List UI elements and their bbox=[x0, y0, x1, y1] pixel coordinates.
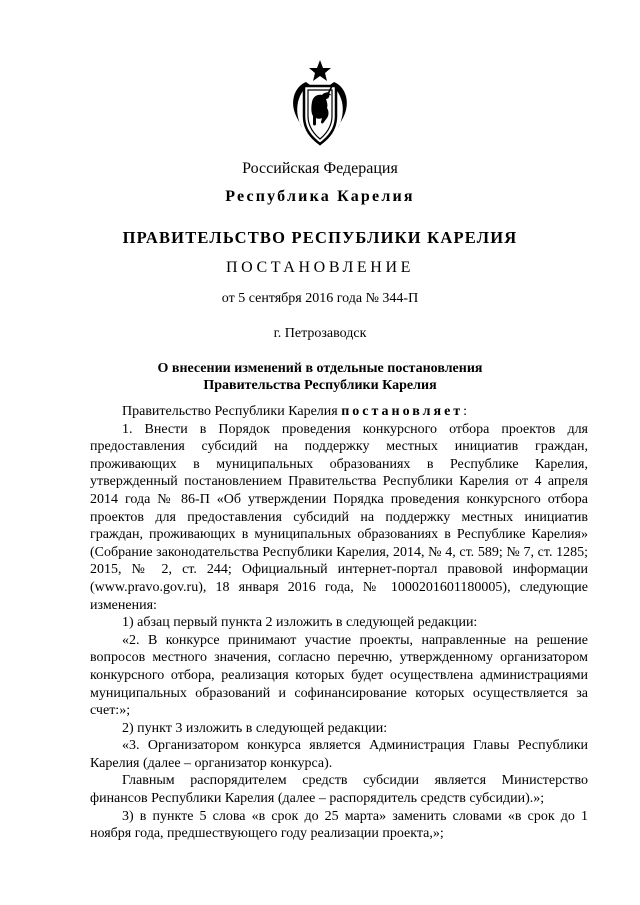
republic-name: Республика Карелия bbox=[225, 188, 415, 205]
paragraph-2: 1) абзац первый пункта 2 изложить в следующей редакции: bbox=[122, 615, 478, 631]
decree-subject bbox=[0, 360, 640, 394]
paragraph-5: «3. Организатором конкурса является Администрация Главы Республики Карелия (далее – организатор конкурса). bbox=[90, 738, 588, 771]
preamble-start: Правительство Республики Карелия bbox=[122, 404, 342, 419]
paragraph-4: 2) пункт 3 изложить в следующей редакции: bbox=[122, 720, 388, 736]
paragraph-6: Главным распорядителем средств субсидии является Министерство финансов Республики Карелия (далее – распорядитель средств субсидии).»; bbox=[90, 773, 588, 807]
decree-date-number: от 5 сентября 2016 года № 344-П bbox=[221, 291, 419, 306]
preamble-end: : bbox=[463, 404, 468, 419]
karelia-coat-of-arms-icon bbox=[288, 58, 352, 148]
government-title: ПРАВИТЕЛЬСТВО РЕСПУБЛИКИ КАРЕЛИЯ bbox=[122, 228, 518, 247]
emblem-container bbox=[0, 58, 640, 153]
subject-line-1: О внесении изменений в отдельные постановления bbox=[157, 361, 483, 376]
country-name: Российская Федерация bbox=[242, 160, 398, 177]
decree-body bbox=[90, 403, 588, 843]
decree-type: ПОСТАНОВЛЕНИЕ bbox=[226, 259, 414, 276]
paragraph-7: 3) в пункте 5 слова «в срок до 25 марта» заменить словами «в срок до 1 ноября года, предшествующего году реализации проекта,»; bbox=[90, 808, 588, 842]
city-name: г. Петрозаводск bbox=[273, 326, 367, 341]
paragraph-3: «2. В конкурсе принимают участие проекты, направленные на решение вопросов местного значения, согласно перечню, утвержденному организатором конкурсного отбора, реализация которых будет осуществлена администрациями муниципальных образований и софинансирование которых осуществляется за счет:»; bbox=[90, 632, 588, 719]
paragraph-1: 1. Внести в Порядок проведения конкурсного отбора проектов для предоставления субсидий на поддержку местных инициатив граждан, проживающих в муниципальных образованиях в Республике Карелия, утвержденный постановлением Правительства Республики Карелия от 4 апреля 2014 года № 86-П «Об утверждении Порядка проведения конкурсного отбора проектов для предоставления субсидий на поддержку местных инициатив граждан, проживающих в муниципальных образованиях в Республике Карелия» (Собрание законодательства Республики Карелия, 2014, № 4, ст. 589; № 7, ст. 1285; 2015, № 2, ст. 244; Официальный интернет-портал правовой информации (www.pravo.gov.ru), 18 января 2016 года, № 1000201601180005), следующие изменения: bbox=[90, 421, 588, 613]
subject-line-2: Правительства Республики Карелия bbox=[203, 378, 437, 393]
preamble-paragraph bbox=[90, 403, 588, 421]
preamble-emphasis: постановляет bbox=[341, 404, 464, 419]
